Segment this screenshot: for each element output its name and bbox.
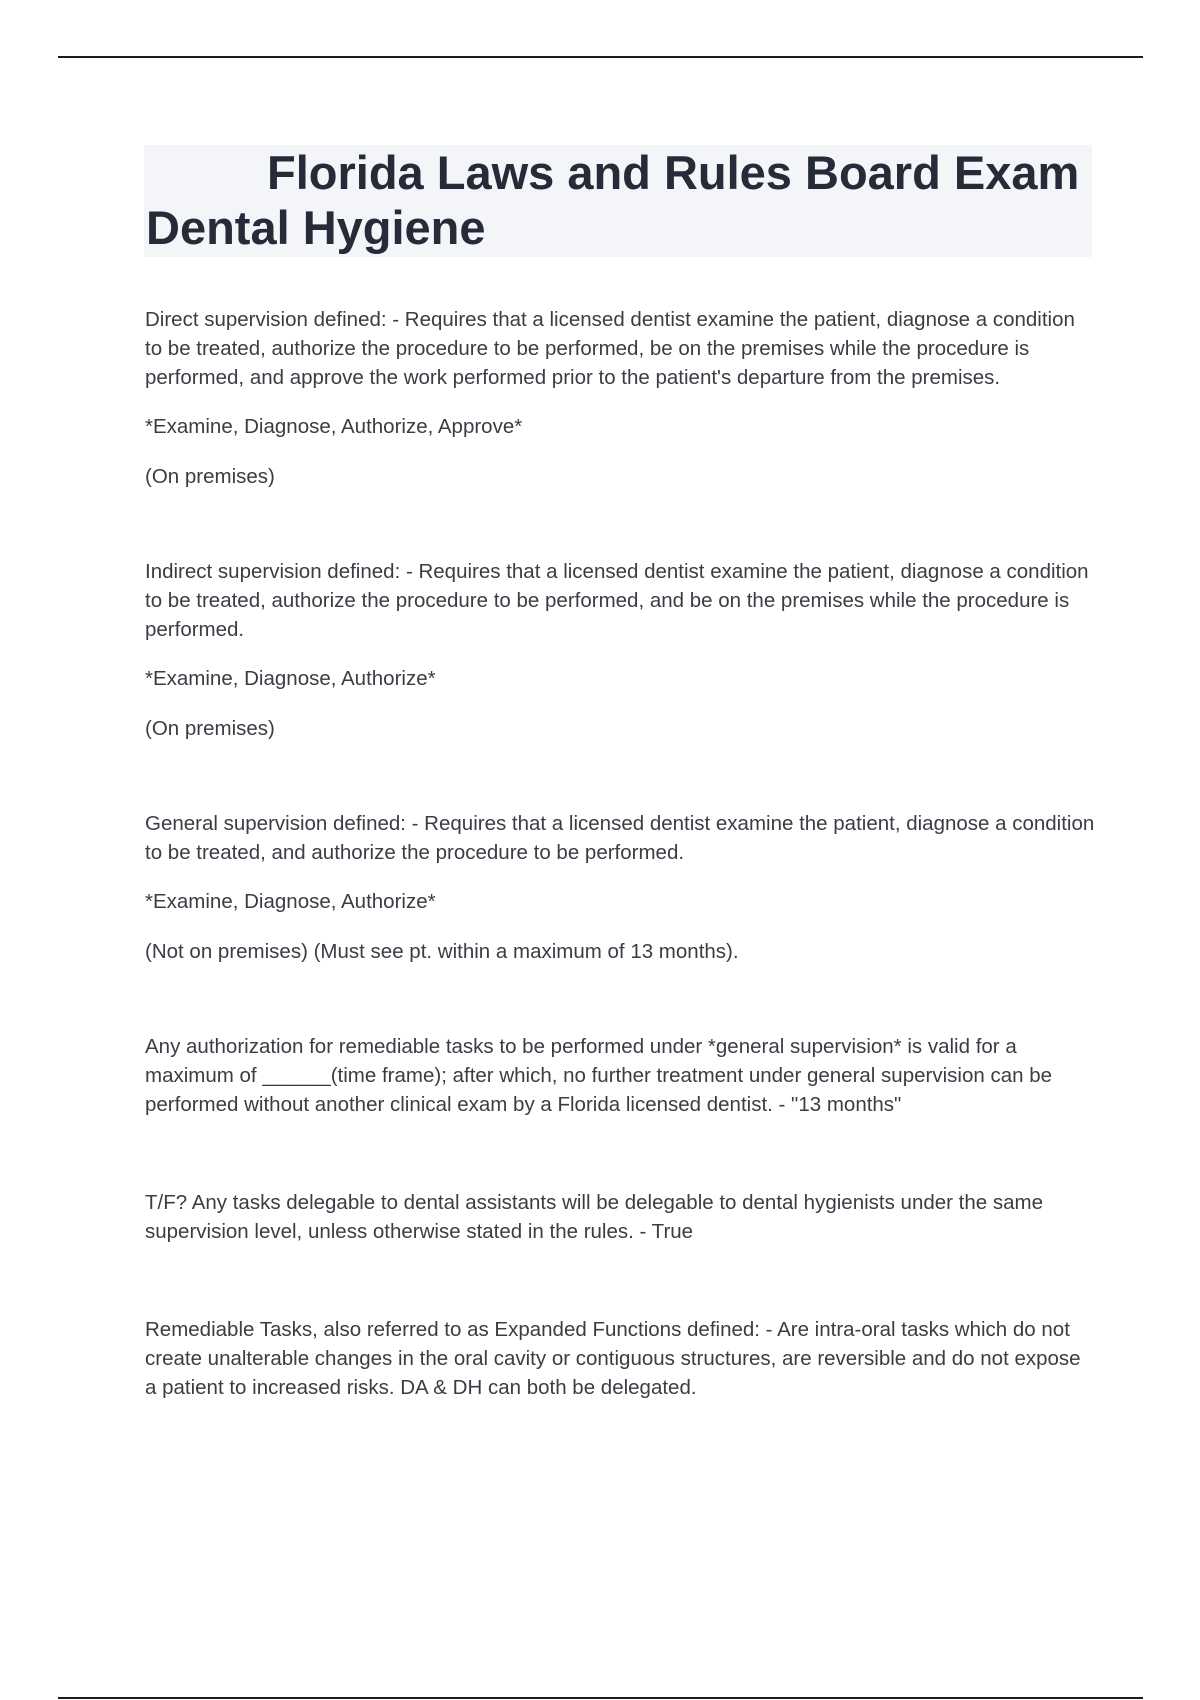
- mnemonic-text: *Examine, Diagnose, Authorize*: [145, 667, 436, 690]
- bottom-rule: [58, 1697, 1143, 1699]
- qa-indirect-supervision: [145, 557, 1095, 743]
- qa-authorization-timeframe: [145, 1032, 1095, 1119]
- section-spacer: [145, 743, 1095, 809]
- qa-direct-supervision: [145, 305, 1095, 491]
- definition-text: General supervision defined: - Requires that a licensed dentist examine the patient, diagnose a condition to be treated, and authorize the procedure to be performed.: [145, 812, 1095, 864]
- mnemonic-text: *Examine, Diagnose, Authorize, Approve*: [145, 415, 523, 438]
- qa-general-supervision: [145, 809, 1095, 966]
- question-answer-text: T/F? Any tasks delegable to dental assistants will be delegable to dental hygienists under the same supervision level, unless otherwise stated in the rules. - True: [145, 1191, 1043, 1243]
- section-spacer: [145, 491, 1095, 557]
- premises-note: (Not on premises) (Must see pt. within a maximum of 13 months).: [145, 940, 739, 963]
- document-title: Florida Laws and Rules Board Exam Dental Hygiene: [146, 146, 1080, 254]
- section-spacer: [145, 1246, 1095, 1315]
- qa-remediable-tasks: [145, 1315, 1095, 1402]
- top-rule: [58, 56, 1143, 58]
- question-answer-text: Any authorization for remediable tasks to be performed under *general supervision* is valid for a maximum of ______(time frame); after which, no further treatment under general supervision can be performed without another clinical exam by a Florida licensed dentist. - "13 months": [145, 1035, 1052, 1116]
- premises-note: (On premises): [145, 465, 275, 488]
- document-body: [145, 305, 1095, 1402]
- title-banner: [144, 145, 1092, 257]
- definition-text: Direct supervision defined: - Requires that a licensed dentist examine the patient, diagnose a condition to be treated, authorize the procedure to be performed, be on the premises while the procedure is performed, and approve the work performed prior to the patient's departure from the premises.: [145, 308, 1075, 389]
- definition-text: Indirect supervision defined: - Requires that a licensed dentist examine the patient, diagnose a condition to be treated, authorize the procedure to be performed, and be on the premises while the procedure is performed.: [145, 560, 1089, 641]
- question-answer-text: Remediable Tasks, also referred to as Expanded Functions defined: - Are intra-oral tasks which do not create unalterable changes in the oral cavity or contiguous structures, are reversible and do not expose a patient to increased risks. DA & DH can both be delegated.: [145, 1318, 1081, 1399]
- premises-note: (On premises): [145, 717, 275, 740]
- qa-delegable-tasks: [145, 1188, 1095, 1246]
- section-spacer: [145, 966, 1095, 1032]
- mnemonic-text: *Examine, Diagnose, Authorize*: [145, 890, 436, 913]
- section-spacer: [145, 1119, 1095, 1188]
